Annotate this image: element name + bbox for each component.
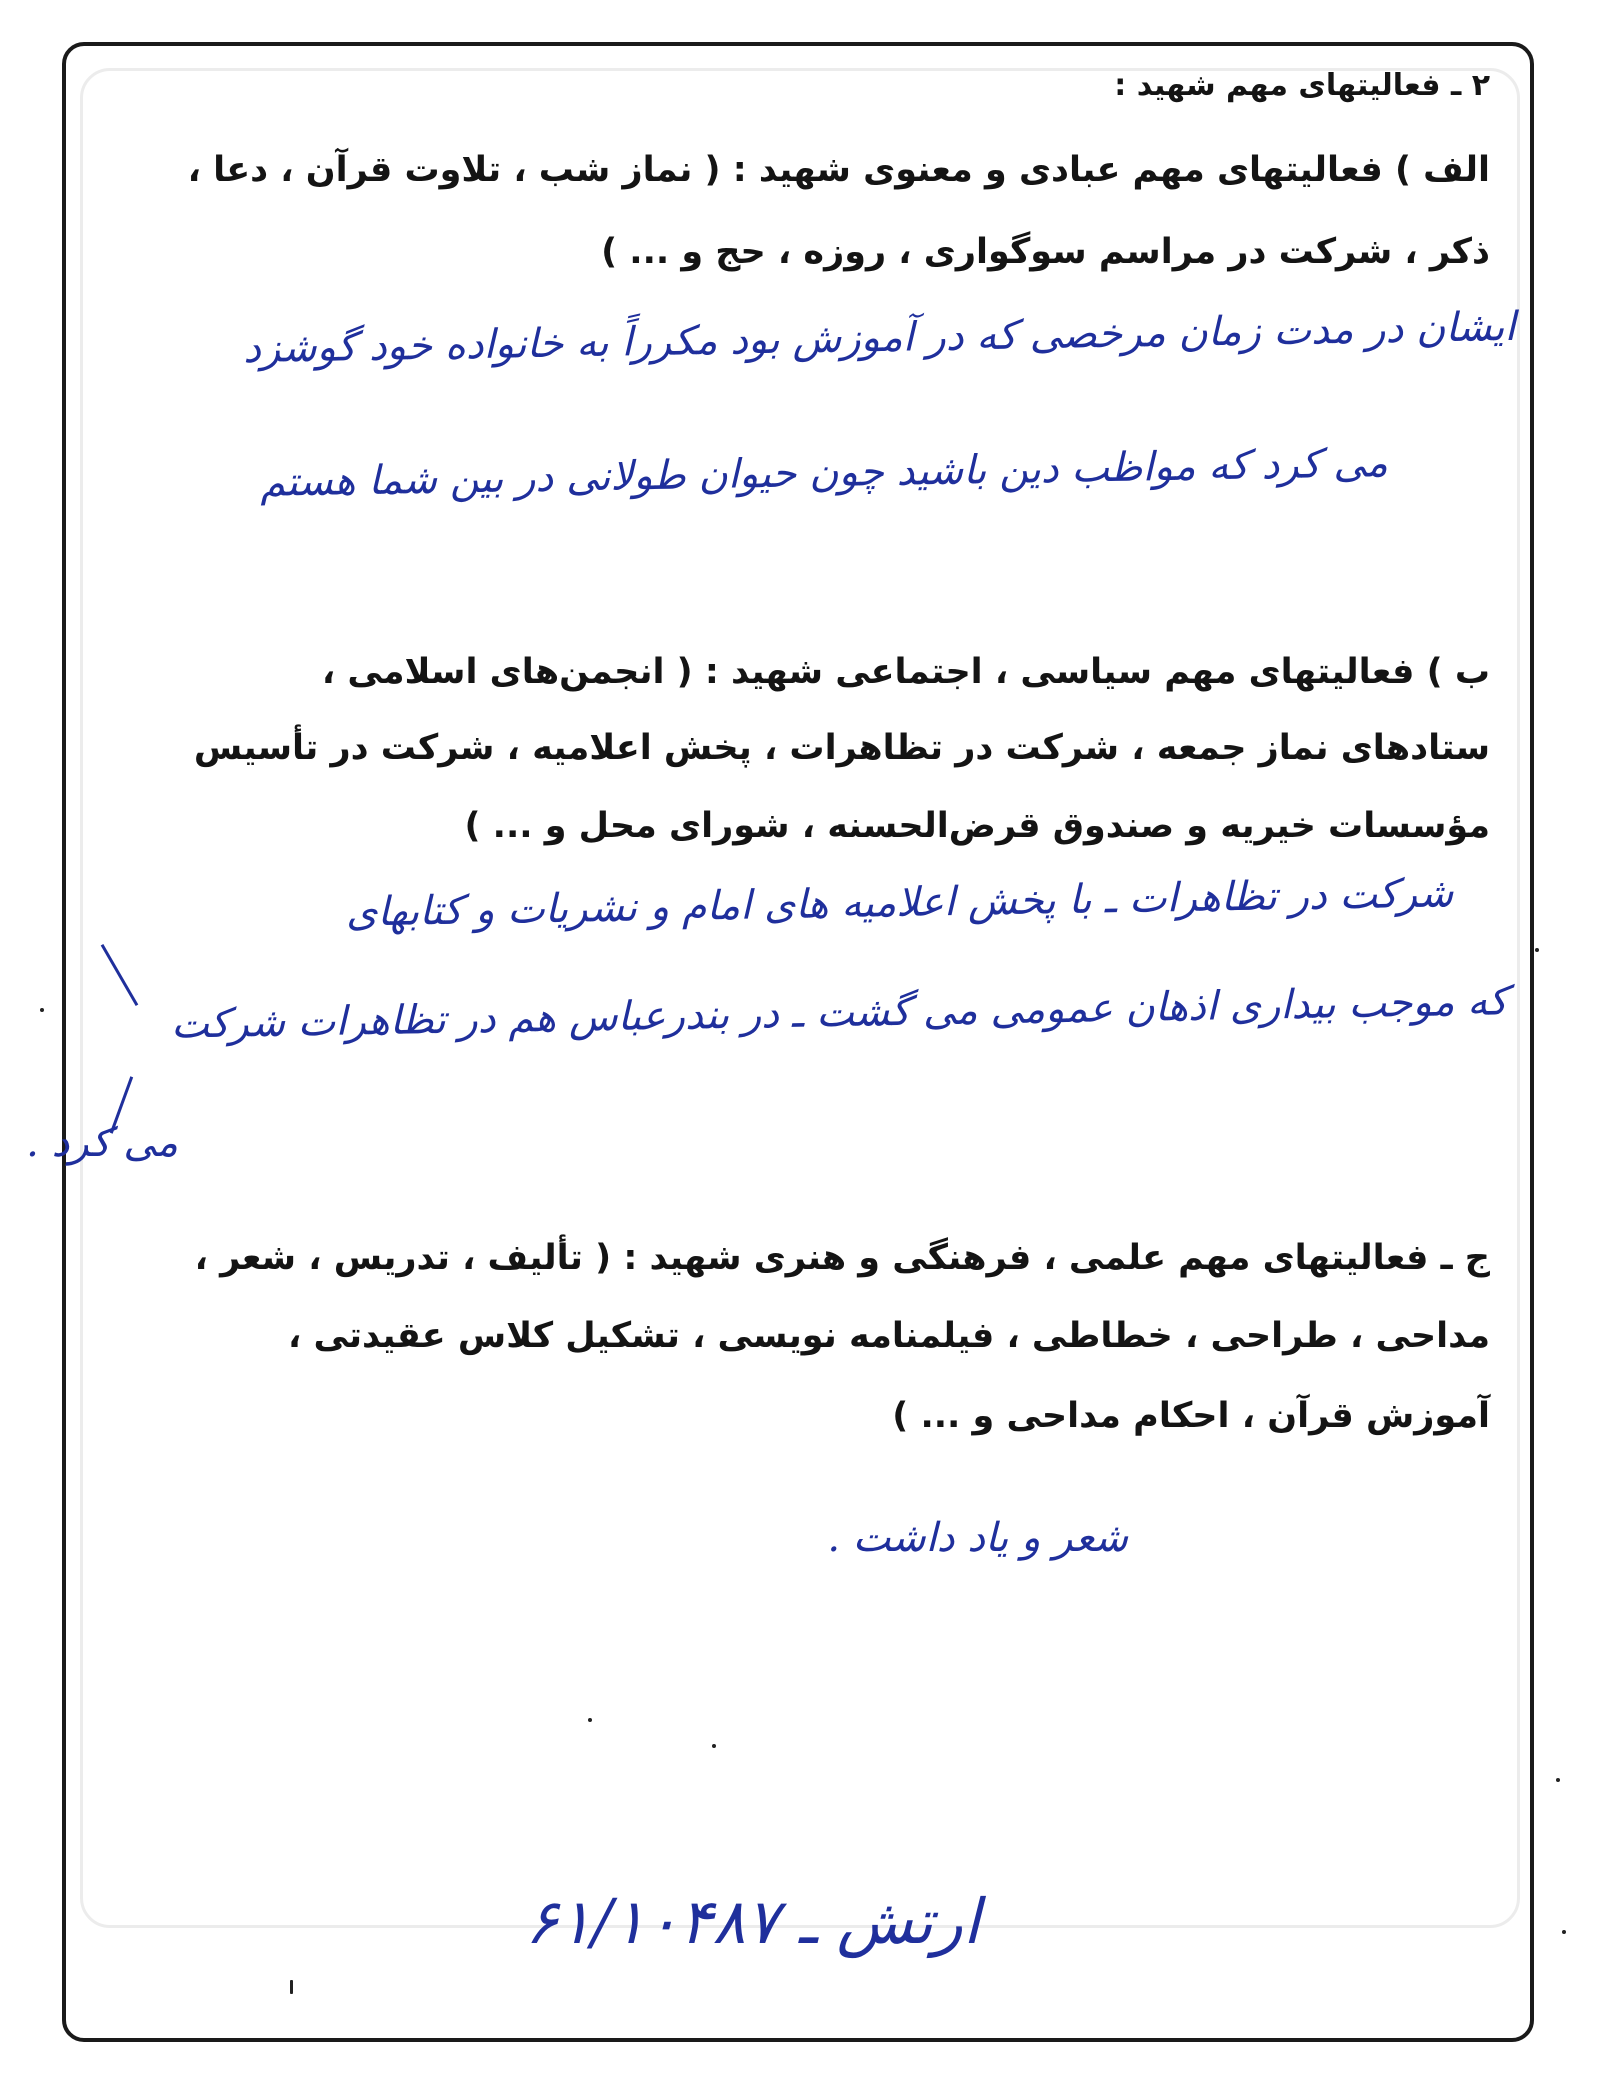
section-a-line-2: ذکر ، شرکت در مراسم سوگواری ، روزه ، حج و ... ) (601, 232, 1490, 272)
section-b-line-3: مؤسسات خیریه و صندوق قرض‌الحسنه ، شورای محل و ... ) (464, 806, 1490, 846)
section-c-handwritten-1: شعر و یاد داشت . (827, 1515, 1128, 1561)
scan-speck (588, 1718, 592, 1722)
section-b-line-1: ب ) فعالیتهای مهم سیاسی ، اجتماعی شهید : ( انجمن‌های اسلامی ، (321, 652, 1490, 692)
section-b-handwritten-1: شرکت در تظاهرات ـ با پخش اعلامیه های امام و نشریات و کتابهای (345, 870, 1454, 936)
section-c-line-3: آموزش قرآن ، احکام مداحی و ... ) (892, 1396, 1490, 1436)
scan-speck (712, 1744, 716, 1748)
scan-speck (1535, 948, 1539, 952)
section-a-line-1: الف ) فعالیتهای مهم عبادی و معنوی شهید : ( نماز شب ، تلاوت قرآن ، دعا ، (187, 150, 1490, 190)
section-b-line-2: ستادهای نماز جمعه ، شرکت در تظاهرات ، پخش اعلامیه ، شرکت در تأسیس (193, 728, 1490, 768)
section-b-handwritten-2: که موجب بیداری اذهان عمومی می گشت ـ در بندرعباس هم در تظاهرات شرکت (170, 978, 1509, 1048)
scan-speck (1562, 1930, 1566, 1934)
scan-speck (40, 1008, 44, 1012)
section-c-line-1: ج ـ فعالیتهای مهم علمی ، فرهنگی و هنری شهید : ( تألیف ، تدریس ، شعر ، (194, 1238, 1490, 1278)
section-a-handwritten-1: ایشان در مدت زمان مرخصی که در آموزش بود مکرراً به خانواده خود گوشزد (243, 303, 1517, 373)
section-b-handwritten-3: می کرد . (26, 1120, 178, 1166)
section-c-line-2: مداحی ، طراحی ، خطاطی ، فیلمنامه نویسی ، تشکیل کلاس عقیدتی ، (288, 1316, 1490, 1356)
footer-handwritten-note: ارتش ـ ۶۱/۱۰۴۸۷ (525, 1885, 981, 1958)
section-heading: ۲ ـ فعالیتهای مهم شهید : (1114, 68, 1490, 103)
scan-speck (1556, 1778, 1560, 1782)
section-a-handwritten-2: می کرد که مواظب دین باشید چون حیوان طولانی در بین شما هستم (259, 440, 1389, 506)
scan-speck (290, 1980, 293, 1994)
